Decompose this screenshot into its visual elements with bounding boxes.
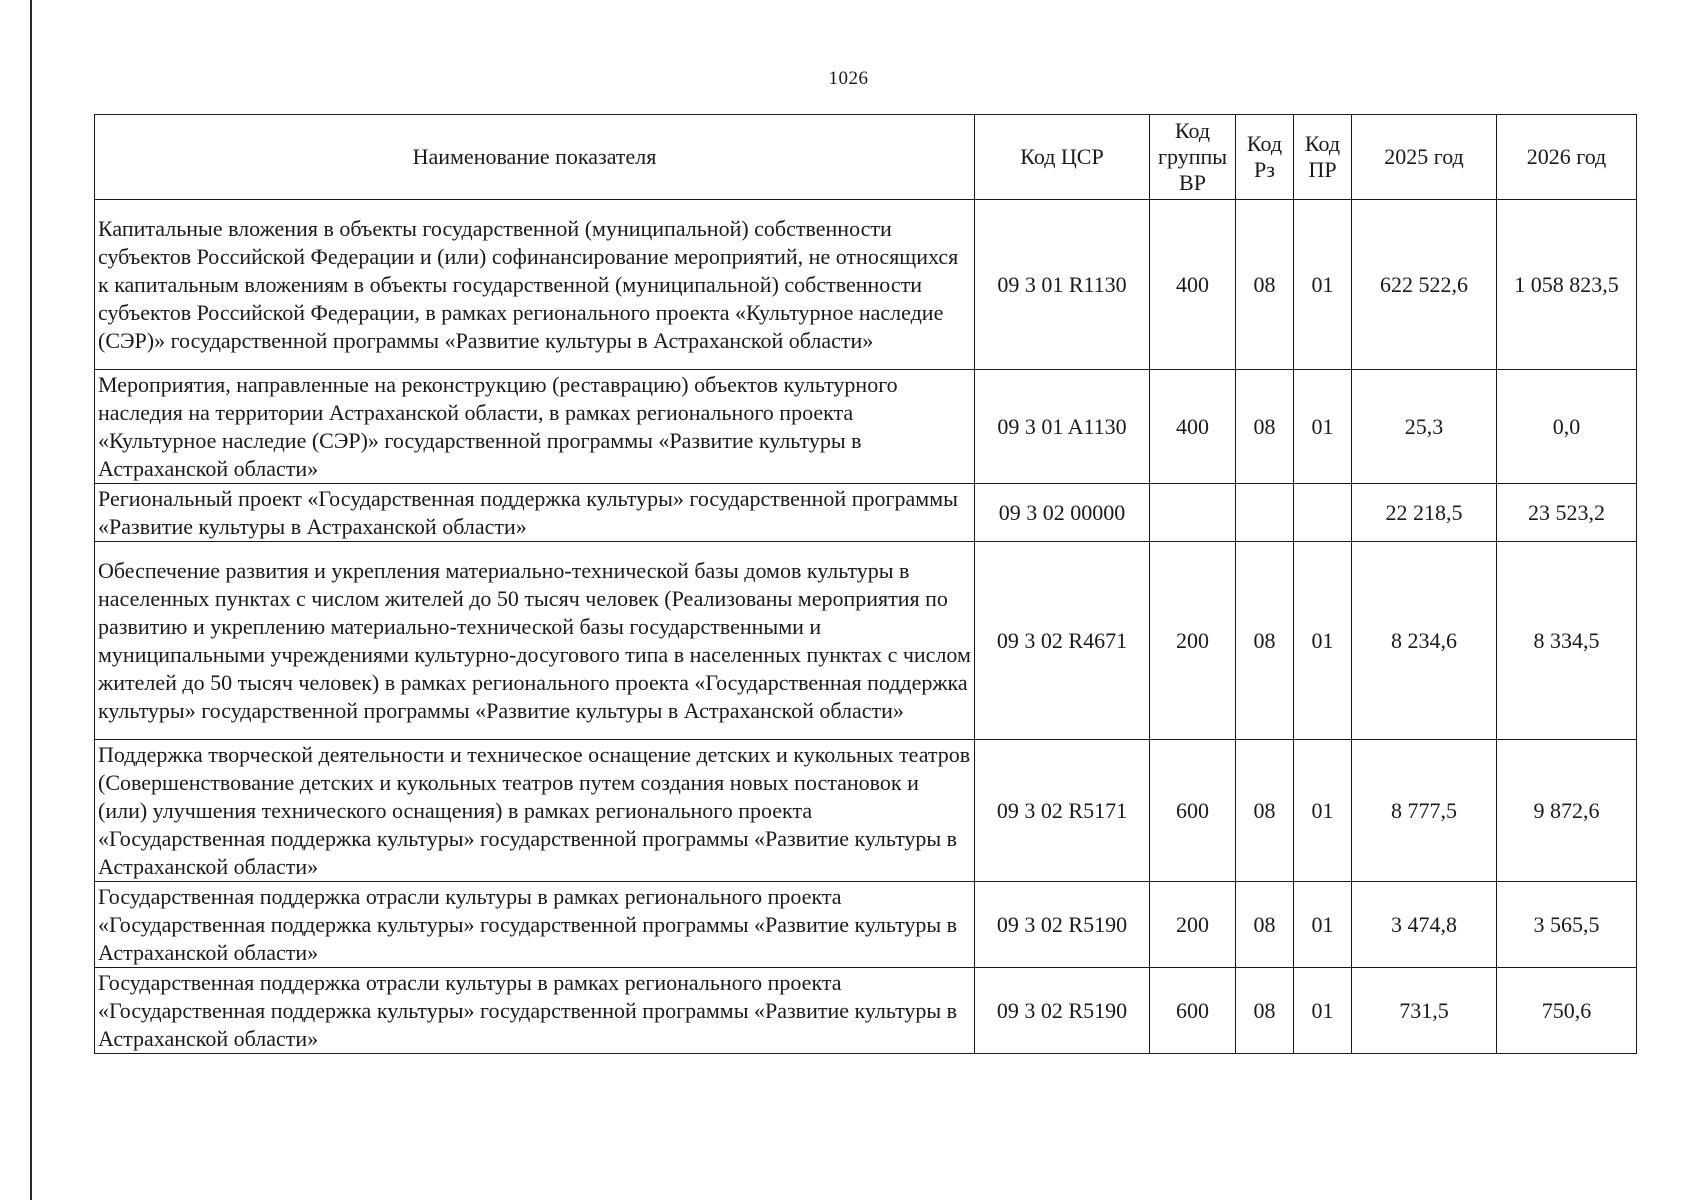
table-row <box>95 542 1637 740</box>
header-pr: Код ПР <box>1294 115 1352 200</box>
row-pr: 01 <box>1294 370 1352 484</box>
row-2025: 25,3 <box>1352 370 1497 484</box>
page-number: 1026 <box>828 68 869 89</box>
row-2026: 8 334,5 <box>1497 542 1637 740</box>
row-2025: 3 474,8 <box>1352 882 1497 968</box>
header-rz: Код Рз <box>1236 115 1294 200</box>
row-2026: 0,0 <box>1497 370 1637 484</box>
header-2025: 2025 год <box>1352 115 1497 200</box>
row-name: Региональный проект «Государственная поддержка культуры» государственной программы «Развитие культуры в Астраханской области» <box>95 484 975 542</box>
row-vr: 200 <box>1150 542 1236 740</box>
row-rz: 08 <box>1236 200 1294 370</box>
table-row <box>95 200 1637 370</box>
row-rz <box>1236 484 1294 542</box>
row-2026: 1 058 823,5 <box>1497 200 1637 370</box>
row-rz: 08 <box>1236 542 1294 740</box>
row-2026: 23 523,2 <box>1497 484 1637 542</box>
row-csr: 09 3 02 R5171 <box>975 740 1150 882</box>
table-row <box>95 882 1637 968</box>
row-name: Государственная поддержка отрасли культуры в рамках регионального проекта «Государственная поддержка культуры» государственной программы «Развитие культуры в Астраханской области» <box>95 968 975 1054</box>
budget-table <box>94 114 1637 1054</box>
table-header-row <box>95 115 1637 200</box>
row-csr: 09 3 02 R4671 <box>975 542 1150 740</box>
row-vr: 600 <box>1150 740 1236 882</box>
row-pr: 01 <box>1294 740 1352 882</box>
header-name: Наименование показателя <box>95 115 975 200</box>
row-2025: 731,5 <box>1352 968 1497 1054</box>
table-row <box>95 740 1637 882</box>
row-2025: 622 522,6 <box>1352 200 1497 370</box>
table-row <box>95 968 1637 1054</box>
row-2026: 3 565,5 <box>1497 882 1637 968</box>
row-vr: 400 <box>1150 370 1236 484</box>
header-csr: Код ЦСР <box>975 115 1150 200</box>
row-pr: 01 <box>1294 882 1352 968</box>
header-vr: Код группы ВР <box>1150 115 1236 200</box>
binding-margin-line <box>30 0 32 1200</box>
row-csr: 09 3 01 R1130 <box>975 200 1150 370</box>
row-name: Поддержка творческой деятельности и техническое оснащение детских и кукольных театров (Совершенствование детских и кукольных театров путем создания новых постановок и (или) улучшения технического оснащения) в рамках регионального проекта «Государственная поддержка культуры» государственной программы «Развитие культуры в Астраханской области» <box>95 740 975 882</box>
row-vr <box>1150 484 1236 542</box>
row-2025: 8 777,5 <box>1352 740 1497 882</box>
row-pr: 01 <box>1294 200 1352 370</box>
row-pr: 01 <box>1294 968 1352 1054</box>
row-2025: 8 234,6 <box>1352 542 1497 740</box>
row-vr: 400 <box>1150 200 1236 370</box>
row-csr: 09 3 02 00000 <box>975 484 1150 542</box>
row-rz: 08 <box>1236 882 1294 968</box>
row-name: Мероприятия, направленные на реконструкцию (реставрацию) объектов культурного наследия на территории Астраханской области, в рамках регионального проекта «Культурное наследие (СЭР)» государственной программы «Развитие культуры в Астраханской области» <box>95 370 975 484</box>
row-csr: 09 3 02 R5190 <box>975 882 1150 968</box>
row-rz: 08 <box>1236 370 1294 484</box>
row-2026: 9 872,6 <box>1497 740 1637 882</box>
row-name: Государственная поддержка отрасли культуры в рамках регионального проекта «Государственная поддержка культуры» государственной программы «Развитие культуры в Астраханской области» <box>95 882 975 968</box>
table-row <box>95 370 1637 484</box>
row-rz: 08 <box>1236 968 1294 1054</box>
row-pr <box>1294 484 1352 542</box>
row-vr: 200 <box>1150 882 1236 968</box>
table-row <box>95 484 1637 542</box>
row-name: Обеспечение развития и укрепления материально-технической базы домов культуры в населенных пунктах с числом жителей до 50 тысяч человек (Реализованы мероприятия по развитию и укреплению материально-технической базы государственными и муниципальными учреждениями культурно-досугового типа в населенных пунктах с числом жителей до 50 тысяч человек) в рамках регионального проекта «Государственная поддержка культуры» государственной программы «Развитие культуры в Астраханской области» <box>95 542 975 740</box>
row-vr: 600 <box>1150 968 1236 1054</box>
row-csr: 09 3 02 R5190 <box>975 968 1150 1054</box>
row-pr: 01 <box>1294 542 1352 740</box>
row-name: Капитальные вложения в объекты государственной (муниципальной) собственности субъектов Российской Федерации и (или) софинансирование мероприятий, не относящихся к капитальным вложениям в объекты государственной (муниципальной) собственности субъектов Российской Федерации, в рамках регионального проекта «Культурное наследие (СЭР)» государственной программы «Развитие культуры в Астраханской области» <box>95 200 975 370</box>
row-rz: 08 <box>1236 740 1294 882</box>
row-csr: 09 3 01 A1130 <box>975 370 1150 484</box>
row-2025: 22 218,5 <box>1352 484 1497 542</box>
row-2026: 750,6 <box>1497 968 1637 1054</box>
header-2026: 2026 год <box>1497 115 1637 200</box>
